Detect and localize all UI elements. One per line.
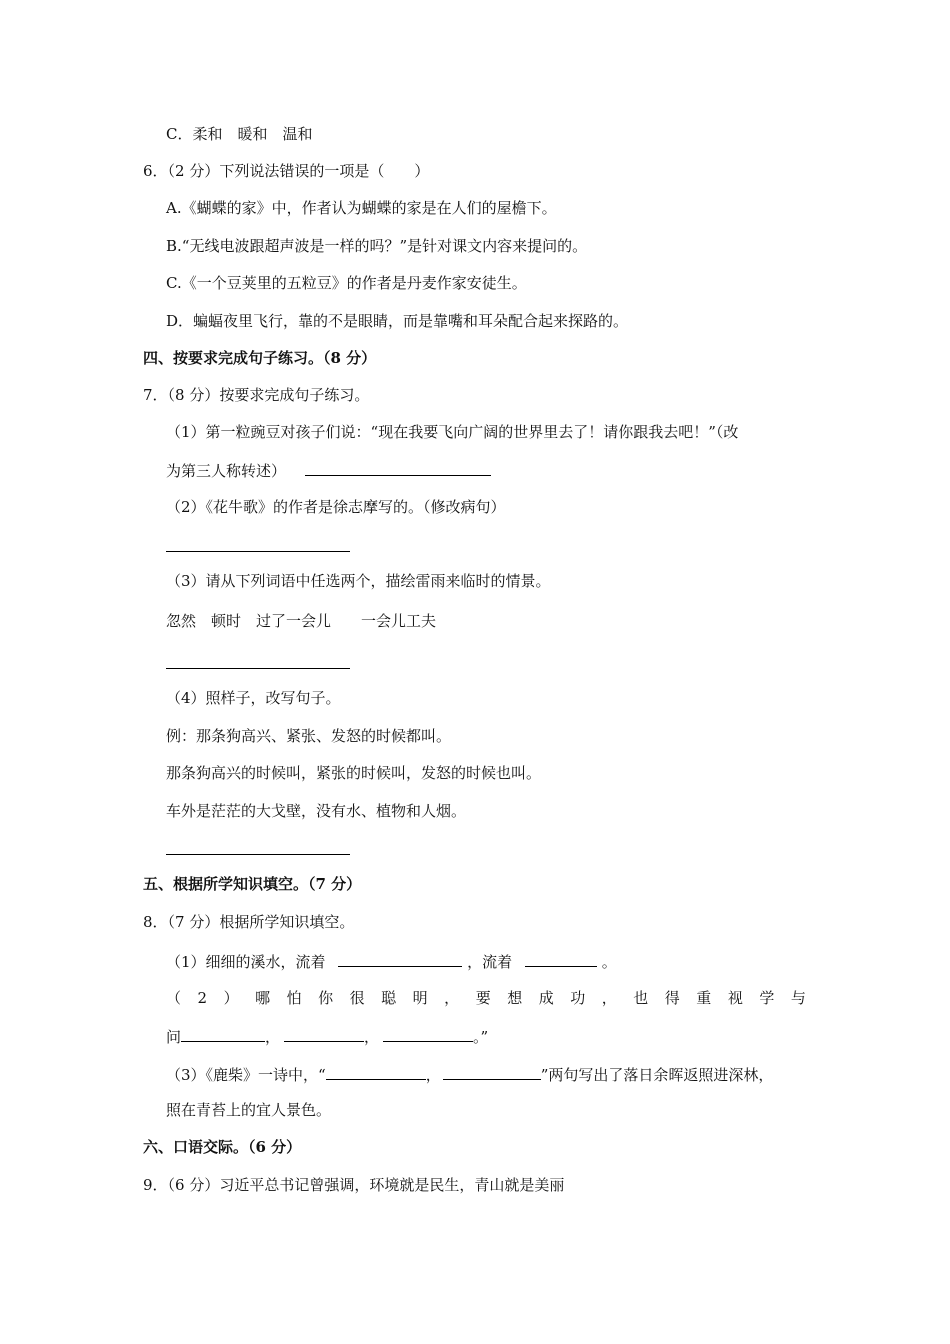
q8-part2-char: 得 — [664, 989, 680, 1007]
q8-part2-char: 学 — [759, 989, 775, 1007]
q8-part2-char: 也 — [633, 989, 649, 1007]
q8-part2-char: 你 — [318, 989, 334, 1007]
q8-part2-char: ， — [444, 989, 460, 1007]
q8-part2-line1 — [166, 988, 806, 1008]
q7-part1-answer-blank[interactable] — [305, 459, 491, 476]
q7-part3-words: 忽然 顿时 过了一会儿 一会儿工夫 — [166, 612, 437, 630]
q6-option-d: D．蝙蝠夜里飞行，靠的不是眼睛，而是靠嘴和耳朵配合起来探路的。 — [166, 312, 629, 330]
q8-part2-char: （ — [166, 989, 182, 1007]
q8-part3-blank-1[interactable] — [326, 1063, 426, 1080]
q8-part2-char: 聪 — [381, 989, 397, 1007]
q8-part3-line1 — [166, 1063, 773, 1085]
q6-option-a: A.《蝴蝶的家》中，作者认为蝴蝶的家是在人们的屋檐下。 — [166, 199, 557, 217]
q7-part1-line1: （1）第一粒豌豆对孩子们说：“现在我要飞向广阔的世界里去了！请你跟我去吧！”（改 — [166, 423, 739, 441]
q8-part2-char: 哪 — [255, 989, 271, 1007]
q7-part2-answer-line[interactable] — [166, 551, 350, 552]
q8-part2-comma-2: ， — [364, 1028, 380, 1046]
q7-part4-answer-line[interactable] — [166, 854, 350, 855]
q8-part2-char: 明 — [412, 989, 428, 1007]
q7-part4: （4）照样子，改写句子。 — [166, 689, 341, 707]
q6-stem: 6．（2 分）下列说法错误的一项是（ ） — [143, 162, 430, 180]
q8-part1 — [166, 950, 617, 972]
q9-stem: 9．（6 分）习近平总书记曾强调，环境就是民生，青山就是美丽 — [143, 1176, 565, 1194]
q8-part2-blank-2[interactable] — [284, 1025, 364, 1042]
q8-part3-text-a: （3）《鹿柴》一诗中，“ — [166, 1066, 326, 1084]
q8-part2-comma-1: ， — [265, 1028, 281, 1046]
q8-part1-text-c: 。 — [601, 953, 617, 971]
q8-part2-blank-3[interactable] — [383, 1025, 473, 1042]
q8-part1-text-b: ，流着 — [467, 953, 513, 971]
q7-part3-answer-line[interactable] — [166, 668, 350, 669]
q8-part2-char: ） — [223, 989, 239, 1007]
q8-part2-char: 怕 — [286, 989, 302, 1007]
q8-part2-end: 。” — [473, 1028, 489, 1046]
q8-part2-char: 很 — [349, 989, 365, 1007]
q6-option-b: B.“无线电波跟超声波是一样的吗？”是针对课文内容来提问的。 — [166, 237, 588, 255]
q7-part4-task: 车外是茫茫的大戈壁，没有水、植物和人烟。 — [166, 802, 467, 820]
q8-part2-char: 功 — [570, 989, 586, 1007]
section-6-heading: 六、口语交际。（6 分） — [143, 1138, 302, 1156]
q6-option-c: C.《一个豆荚里的五粒豆》的作者是丹麦作家安徒生。 — [166, 274, 527, 292]
q8-part1-blank-1[interactable] — [338, 950, 462, 967]
q8-part2-char: 重 — [696, 989, 712, 1007]
q8-part2-line2 — [166, 1025, 488, 1047]
section-4-heading: 四、按要求完成句子练习。（8 分） — [143, 349, 377, 367]
q8-part2-char: ， — [601, 989, 617, 1007]
q8-part1-blank-2[interactable] — [525, 950, 597, 967]
q7-part2: （2）《花牛歌》的作者是徐志摩写的。（修改病句） — [166, 498, 506, 516]
q7-part4-example1: 例：那条狗高兴、紧张、发怒的时候都叫。 — [166, 727, 452, 745]
q8-part2-char: 视 — [727, 989, 743, 1007]
q8-part3-text-b: ”两句写出了落日余晖返照进深林， — [540, 1066, 774, 1084]
q8-part2-char: 与 — [790, 989, 806, 1007]
q8-part2-blank-1[interactable] — [181, 1025, 265, 1042]
q8-part2-char: 要 — [475, 989, 491, 1007]
q8-part1-text-a: （1）细细的溪水，流着 — [166, 953, 326, 971]
q8-part2-text-a: 问 — [166, 1028, 182, 1046]
q8-part3-blank-2[interactable] — [443, 1063, 541, 1080]
q8-part3-line2: 照在青苔上的宜人景色。 — [166, 1101, 332, 1119]
section-5-heading: 五、根据所学知识填空。（7 分） — [143, 875, 362, 893]
q7-stem: 7．（8 分）按要求完成句子练习。 — [143, 386, 370, 404]
q7-part1-instruction: 为第三人称转述） — [166, 462, 287, 480]
q8-part2-char: 成 — [538, 989, 554, 1007]
q8-part3-comma: ， — [425, 1066, 441, 1084]
q7-part4-example2: 那条狗高兴的时候叫，紧张的时候叫，发怒的时候也叫。 — [166, 764, 542, 782]
q8-stem: 8．（7 分）根据所学知识填空。 — [143, 913, 355, 931]
q5-option-c: C．柔和 暖和 温和 — [166, 125, 313, 143]
q8-part2-char: 想 — [507, 989, 523, 1007]
q8-part2-char: 2 — [197, 989, 208, 1007]
q7-part1-line2 — [166, 459, 491, 481]
q7-part3: （3）请从下列词语中任选两个，描绘雷雨来临时的情景。 — [166, 572, 551, 590]
